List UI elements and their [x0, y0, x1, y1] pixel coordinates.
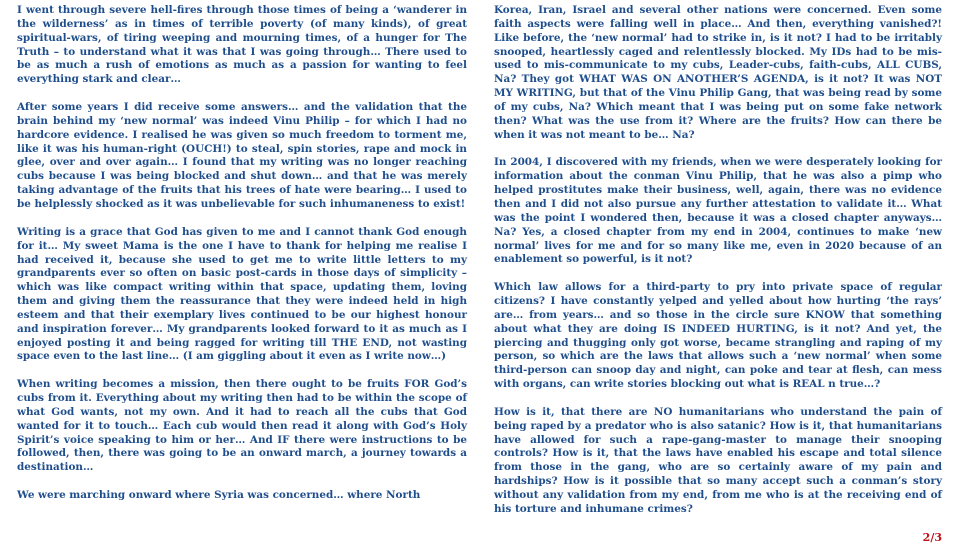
paragraph: I went through severe hell-fires through those times of being a ‘wanderer in the wilderness’ as in times of terrible poverty (of many kinds), of great spiritual-wars, of tiring weeping and mourning times, of a hunger for The Truth – to understand what it was that I was going through… There used to be as much a rush of emotions as much as a passion for wanting to feel everything stark and clear…	[17, 4, 467, 86]
paragraph: Which law allows for a third-party to pry into private space of regular citizens? I have constantly yelped and yelled about how hurting ‘the rays’ are… from years… and so those in the circle sure KNOW that something about what they are doing IS INDEED HURTING, is it not? And yet, the piercing and thugging only got worse, became strangling and raping of my person, so which are the laws that allows such a ‘new normal’ when some third-person can snoop day and night, can poke and tear at flesh, can mess with organs, can write stories blocking out what is REAL n true…?	[494, 281, 942, 391]
paragraph: Writing is a grace that God has given to me and I cannot thank God enough for it… My sweet Mama is the one I have to thank for helping me realise I had received it, because she used to get me to write little letters to my grandparents ever so often on basic post-cards in those days of simplicity – which was like compact writing within that space, updating them, loving them and giving them the reassurance that they were indeed held in high esteem and that their exemplary lives continued to be our highest honour and inspiration forever… My grandparents looked forward to it as much as I enjoyed posting it and being ragged for writing till THE END, not wasting space even to the last line… (I am giggling about it even as I write now…)	[17, 225, 467, 363]
page-number: 2/3	[922, 531, 942, 544]
paragraph: In 2004, I discovered with my friends, when we were desperately looking for information about the conman Vinu Philip, that he was also a pimp who helped prostitutes make their business, well, again, there was no evidence then and I did not also pursue any further attestation to validate it… What was the point I wondered then, because it was a closed chapter anyways…Na? Yes, a closed chapter from my end in 2004, continues to make ‘new normal’ lives for me and for so many like me, even in 2020 because of an enablement so powerful, is it not?	[494, 156, 942, 266]
left-column	[17, 4, 467, 517]
paragraph: We were marching onward where Syria was concerned… where North	[17, 489, 421, 502]
paragraph: Korea, Iran, Israel and several other nations were concerned. Even some faith aspects were falling well in place… And then, everything vanished?! Like before, the ‘new normal’ had to strike in, is it not? I had to be irritably snooped, heartlessly caged and relentlessly blocked. My IDs had to be mis-used to mis-communicate to my cubs, Leader-cubs, faith-cubs, ALL CUBS, Na? They got WHAT WAS ON ANOTHER’S AGENDA, is it not? It was NOT MY WRITING, but that of the Vinu Philip Gang, that was being read by some of my cubs, Na? Which meant that I was being put on some fake network then? What was the use from it? Where are the fruits? How can there be when it was not meant to be… Na?	[494, 4, 942, 141]
paragraph: How is it, that there are NO humanitarians who understand the pain of being raped by a predator who is also satanic? How is it, that humanitarians have allowed for such a rape-gang-master to manage their snooping controls? How is it, that the laws have enabled his escape and total silence from those in the gang, who are so certainly aware of my pain and hardships? How is it possible that so many accept such a conman’s story without any validation from my end, from me who is at the receiving end of his torture and inhumane crimes?	[494, 405, 942, 515]
paragraph: After some years I did receive some answers… and the validation that the brain behind my ‘new normal’ was indeed Vinu Philip – for which I had no hardcore evidence. I realised he was given so much freedom to torment me, like it was his human-right (OUCH!) to steal, spin stories, rape and mock in glee, over and over again… I found that my writing was no longer reaching cubs because I was being blocked and shut down… and that he was merely taking advantage of the fruits that his trees of hate were bearing… I used to be helplessly shocked as it was unbelievable for such inhumaneness to exist!	[17, 101, 467, 210]
paragraph: When writing becomes a mission, then there ought to be fruits FOR God’s cubs from it. Everything about my writing then had to be within the scope of what God wants, not my own. And it had to reach all the cubs that God wanted for it to touch… Each cub would then read it along with God’s Holy Spirit’s voice speaking to him or her… And IF there were instructions to be followed, then, there was going to be an onward march, a journey towards a destination…	[17, 378, 467, 474]
right-column	[494, 4, 942, 531]
